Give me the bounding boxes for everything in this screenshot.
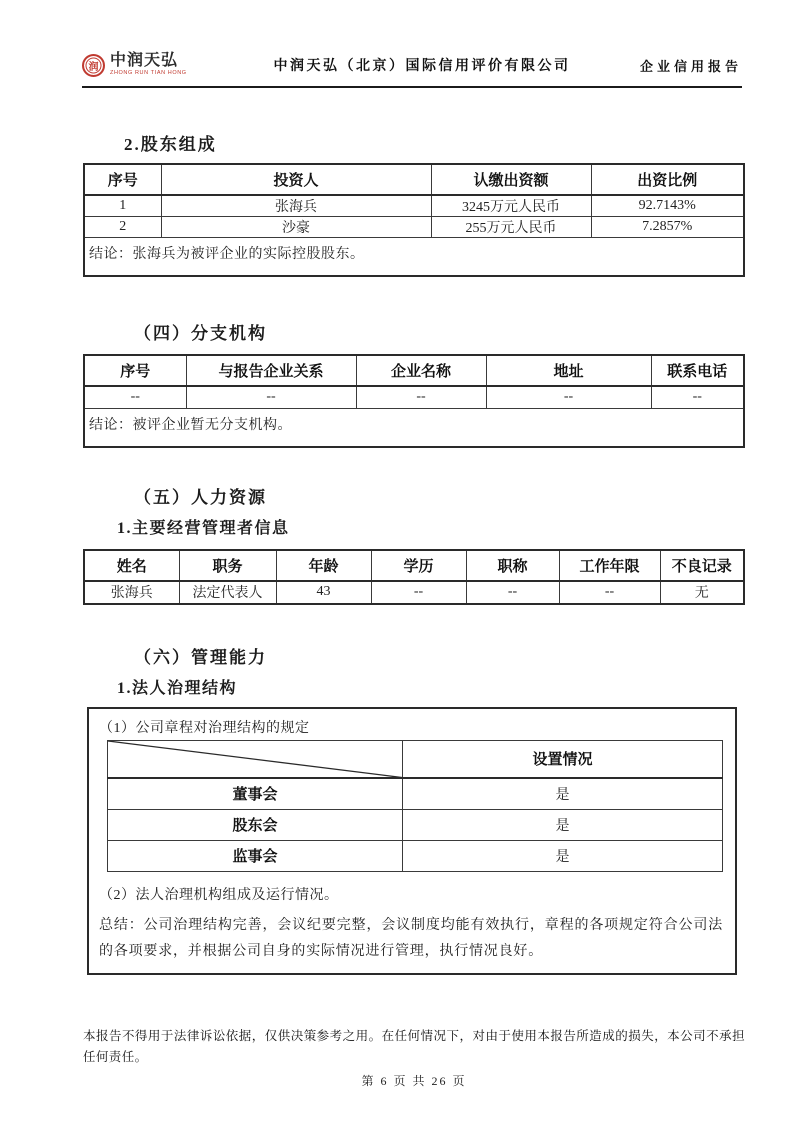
governance-summary: 总结：公司治理结构完善，会议纪要完整，会议制度均能有效执行，章程的各项规定符合公司法的各项要求，并根据公司自身的实际情况进行管理，执行情况良好。 — [99, 917, 723, 959]
table-row — [108, 809, 723, 840]
cell-supervisory-board: 监事会 — [108, 840, 403, 871]
table-header-row — [108, 740, 723, 778]
header-company-name: 中润天弘（北京）国际信用评价有限公司 — [273, 59, 571, 74]
conclusion-row — [84, 238, 744, 277]
cell-empty: -- — [186, 386, 356, 408]
col-header: 不良记录 — [660, 550, 744, 581]
governance-box — [87, 707, 737, 975]
col-header: 出资比例 — [591, 164, 744, 195]
branch-table — [83, 354, 745, 448]
col-header: 年龄 — [276, 550, 371, 581]
col-header: 工作年限 — [559, 550, 660, 581]
table-header-row — [84, 355, 744, 386]
cell-empty: -- — [356, 386, 486, 408]
cell-ratio: 7.2857% — [591, 217, 744, 238]
cell-board-set: 是 — [403, 778, 723, 809]
header-report-type: 企业信用报告 — [639, 58, 742, 74]
shareholder-conclusion: 结论：张海兵为被评企业的实际控股股东。 — [84, 238, 744, 277]
shareholder-table — [83, 163, 745, 277]
subsection-title-managers: 1.主要经营管理者信息 — [117, 519, 290, 537]
col-header-setting: 设置情况 — [403, 740, 723, 778]
diagonal-header-cell — [108, 740, 403, 778]
cell-seq: 1 — [84, 195, 161, 217]
col-header: 职务 — [179, 550, 276, 581]
col-header: 序号 — [84, 164, 161, 195]
subsection-title-governance: 1.法人治理结构 — [117, 679, 238, 697]
col-header: 学历 — [371, 550, 466, 581]
governance-table — [107, 740, 723, 872]
cell-position: 法定代表人 — [179, 581, 276, 604]
seal-character: 润 — [88, 61, 99, 73]
table-header-row — [84, 164, 744, 195]
cell-empty: -- — [651, 386, 744, 408]
col-header: 投资人 — [161, 164, 431, 195]
cell-investor: 沙豪 — [161, 217, 431, 238]
cell-education: -- — [371, 581, 466, 604]
col-header: 地址 — [486, 355, 651, 386]
cell-bad-record: 无 — [660, 581, 744, 604]
table-row — [84, 581, 744, 604]
company-logo — [82, 53, 252, 77]
col-header: 职称 — [466, 550, 559, 581]
governance-item-2: （2）法人治理机构组成及运行情况。 — [99, 887, 339, 903]
cell-shareholder-meeting: 股东会 — [108, 809, 403, 840]
company-seal-icon — [82, 54, 105, 77]
section-title-branches: （四）分支机构 — [134, 324, 267, 343]
table-row — [108, 840, 723, 871]
cell-supervisory-board-set: 是 — [403, 840, 723, 871]
section-title-management: （六）管理能力 — [134, 647, 267, 667]
conclusion-row — [84, 408, 744, 447]
cell-capital: 3245万元人民币 — [431, 195, 591, 217]
cell-title: -- — [466, 581, 559, 604]
cell-age: 43 — [276, 581, 371, 604]
disclaimer-text: 本报告不得用于法律诉讼依据，仅供决策参考之用。在任何情况下，对由于使用本报告所造成的损失，本公司不承担任何责任。 — [83, 1029, 745, 1064]
cell-seq: 2 — [84, 217, 161, 238]
section-title-hr: （五）人力资源 — [134, 487, 267, 507]
logo-english-name: ZHONG RUN TIAN HONG — [110, 70, 187, 77]
cell-empty: -- — [84, 386, 186, 408]
col-header: 联系电话 — [651, 355, 744, 386]
diagonal-line — [108, 741, 402, 778]
table-header-row — [84, 550, 744, 581]
page-number: 第 6 页 共 26 页 — [361, 1074, 467, 1088]
cell-empty: -- — [486, 386, 651, 408]
cell-name: 张海兵 — [84, 581, 179, 604]
cell-board: 董事会 — [108, 778, 403, 809]
table-row — [108, 778, 723, 809]
cell-years: -- — [559, 581, 660, 604]
col-header: 姓名 — [84, 550, 179, 581]
branch-conclusion: 结论：被评企业暂无分支机构。 — [84, 408, 744, 447]
col-header: 认缴出资额 — [431, 164, 591, 195]
table-row — [84, 195, 744, 217]
governance-item-1: （1）公司章程对治理结构的规定 — [99, 720, 310, 736]
manager-table — [83, 549, 745, 605]
cell-shareholder-meeting-set: 是 — [403, 809, 723, 840]
logo-name: 中润天弘 — [110, 52, 179, 70]
page-header — [82, 0, 742, 88]
section-title-shareholders: 2.股东组成 — [124, 135, 217, 154]
cell-ratio: 92.7143% — [591, 195, 744, 217]
col-header: 与报告企业关系 — [186, 355, 356, 386]
table-row — [84, 386, 744, 408]
cell-capital: 255万元人民币 — [431, 217, 591, 238]
table-row — [84, 217, 744, 238]
cell-investor: 张海兵 — [161, 195, 431, 217]
page-footer — [83, 1026, 745, 1089]
col-header: 企业名称 — [356, 355, 486, 386]
col-header: 序号 — [84, 355, 186, 386]
